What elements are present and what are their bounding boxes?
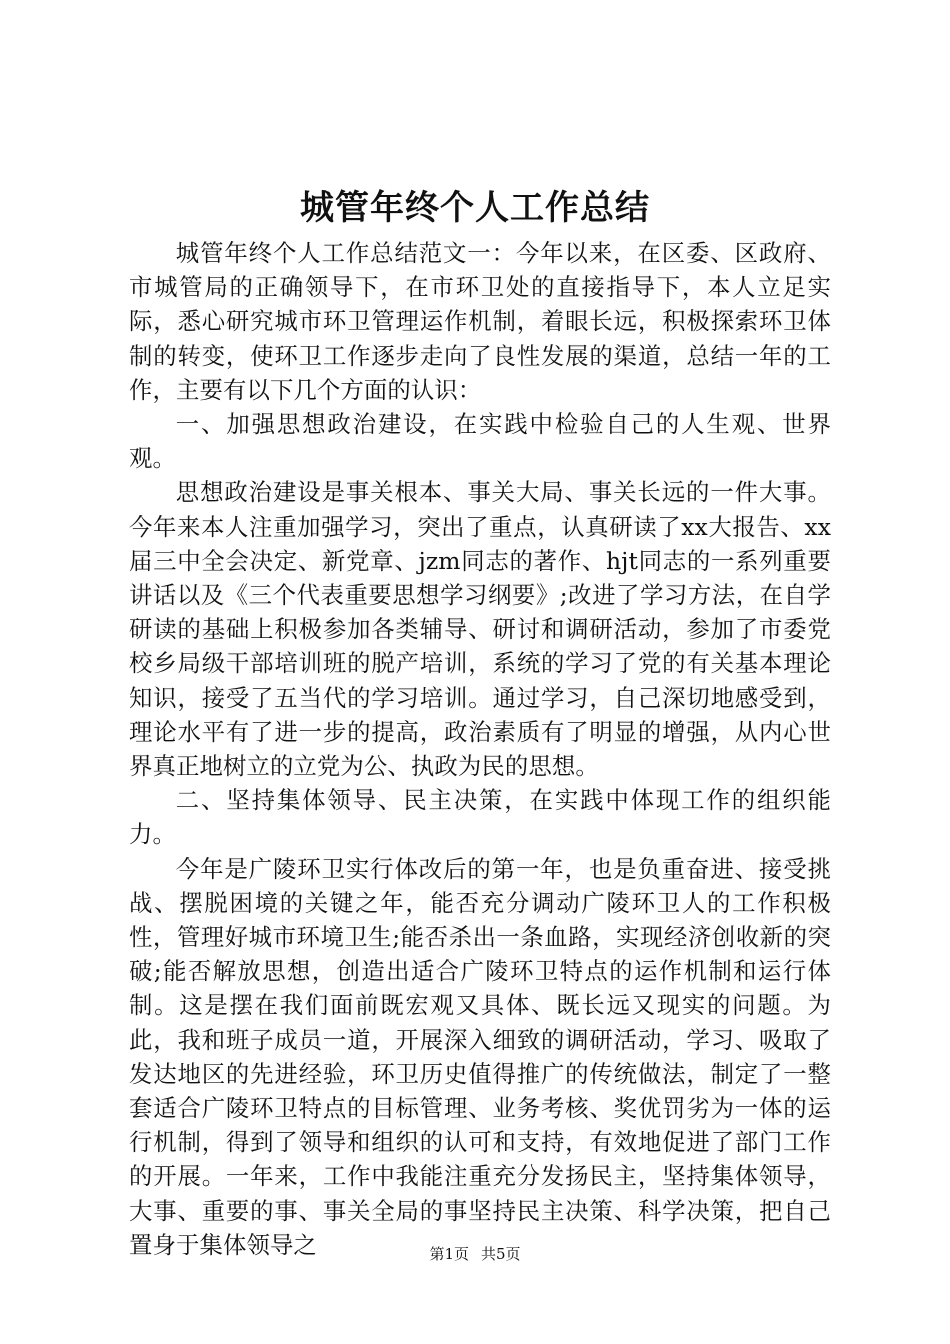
document-title: 城管年终个人工作总结 <box>300 188 650 228</box>
page-number: 第1页 <box>429 1245 469 1263</box>
page-footer <box>0 1244 950 1264</box>
page-total: 共5页 <box>481 1245 521 1263</box>
paragraph-heading-1: 一、加强思想政治建设，在实践中检验自己的人生观、世界观。 <box>129 410 831 473</box>
paragraph-heading-2: 二、坚持集体领导、民主决策，在实践中体现工作的组织能力。 <box>129 786 831 849</box>
document-body <box>129 236 831 1262</box>
paragraph-collective-leadership: 今年是广陵环卫实行体改后的第一年，也是负重奋进、接受挑战、摆脱困境的关键之年，能否充分调动广陵环卫人的工作积极性，管理好城市环境卫生;能否杀出一条血路，实现经济创收新的突破;能否解放思想，创造出适合广陵环卫特点的运作机制和运行体制。这是摆在我们面前既宏观又具体、既长远又现实的问题。为此，我和班子成员一道，开展深入细致的调研活动，学习、吸取了发达地区的先进经验，环卫历史值得推广的传统做法，制定了一整套适合广陵环卫特点的目标管理、业务考核、奖优罚劣为一体的运行机制，得到了领导和组织的认可和支持，有效地促进了部门工作的开展。一年来，工作中我能注重充分发扬民主，坚持集体领导，大事、重要的事、事关全局的事坚持民主决策、科学决策，把自己置身于集体领导之 <box>129 854 831 1259</box>
paragraph-political-study: 思想政治建设是事关根本、事关大局、事关长远的一件大事。今年来本人注重加强学习，突出了重点，认真研读了xx大报告、xx届三中全会决定、新党章、jzm同志的著作、hjt同志的一系列重要讲话以及《三个代表重要思想学习纲要》;改进了学习方法，在自学研读的基础上积极参加各类辅导、研讨和调研活动，参加了市委党校乡局级干部培训班的脱产培训，系统的学习了党的有关基本理论知识，接受了五当代的学习培训。通过学习，自己深切地感受到，理论水平有了进一步的提高，政治素质有了明显的增强，从内心世界真正地树立的立党为公、执政为民的思想。 <box>129 478 831 781</box>
paragraph-intro: 城管年终个人工作总结范文一：今年以来，在区委、区政府、市城管局的正确领导下，在市环卫处的直接指导下，本人立足实际，悉心研究城市环卫管理运作机制，着眼长远，积极探索环卫体制的转变，使环卫工作逐步走向了良性发展的渠道，总结一年的工作，主要有以下几个方面的认识： <box>129 239 831 404</box>
